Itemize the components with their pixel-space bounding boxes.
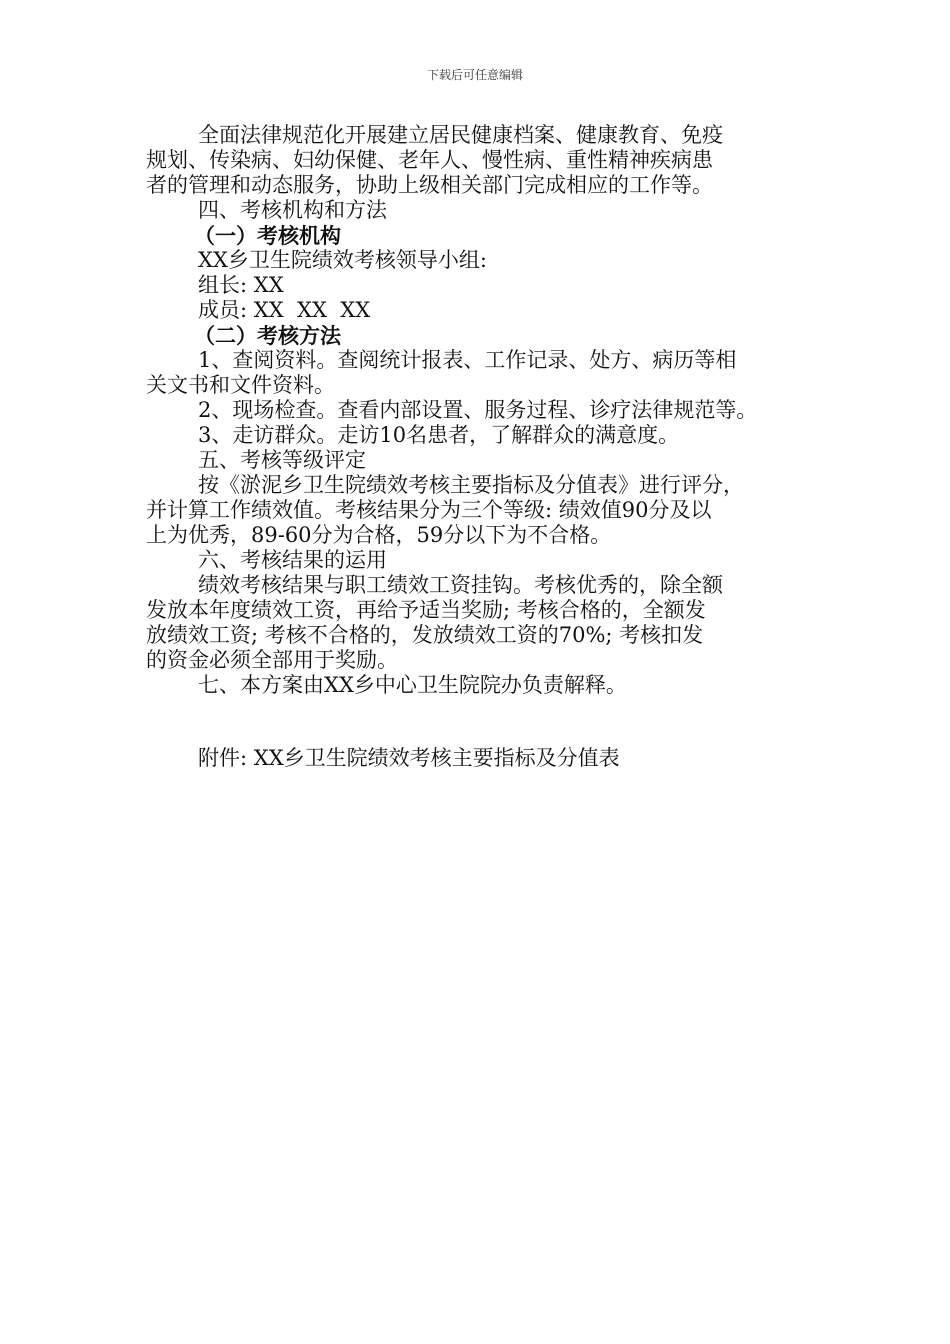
paragraph-line: 的资金必须全部用于奖励。	[146, 648, 398, 672]
section-heading: 七、本方案由XX乡中心卫生院院办负责解释。	[198, 673, 627, 697]
paragraph-line: 1、查阅资料。查阅统计报表、工作记录、处方、病历等相	[198, 348, 737, 372]
paragraph-line: 3、走访群众。走访10名患者，了解群众的满意度。	[198, 423, 680, 447]
paragraph-line: 放绩效工资; 考核不合格的，发放绩效工资的70%; 考核扣发	[146, 623, 704, 647]
section-heading: 六、考核结果的运用	[198, 548, 387, 572]
attachment-line: 附件: XX乡卫生院绩效考核主要指标及分值表	[198, 746, 620, 770]
subsection-heading: （一）考核机构	[194, 223, 341, 248]
section-heading: 四、考核机构和方法	[198, 198, 387, 222]
paragraph-line: 关文书和文件资料。	[146, 373, 335, 397]
section-heading: 五、考核等级评定	[198, 448, 366, 472]
paragraph-line: 规划、传染病、妇幼保健、老年人、慢性病、重性精神疾病患	[146, 148, 713, 172]
paragraph-line: 者的管理和动态服务，协助上级相关部门完成相应的工作等。	[146, 173, 713, 197]
paragraph-line: 成员: XX XX XX	[198, 298, 371, 322]
spacer	[146, 698, 816, 746]
paragraph-line: 组长: XX	[198, 273, 284, 297]
paragraph-line: XX乡卫生院绩效考核领导小组:	[198, 248, 487, 272]
paragraph-line: 绩效考核结果与职工绩效工资挂钩。考核优秀的，除全额	[198, 573, 723, 597]
paragraph-line: 按《淤泥乡卫生院绩效考核主要指标及分值表》进行评分，	[198, 473, 744, 497]
paragraph-line: 并计算工作绩效值。考核结果分为三个等级: 绩效值90分及以	[146, 498, 712, 522]
paragraph-line: 上为优秀，89-60分为合格，59分以下为不合格。	[146, 523, 612, 547]
page-header: 下载后可任意编辑	[426, 68, 523, 82]
document-body	[146, 123, 816, 771]
paragraph-line: 全面法律规范化开展建立居民健康档案、健康教育、免疫	[198, 123, 723, 147]
subsection-heading: （二）考核方法	[194, 323, 341, 348]
paragraph-line: 发放本年度绩效工资，再给予适当奖励; 考核合格的，全额发	[146, 598, 706, 622]
paragraph-line: 2、现场检查。查看内部设置、服务过程、诊疗法律规范等。	[198, 398, 758, 422]
